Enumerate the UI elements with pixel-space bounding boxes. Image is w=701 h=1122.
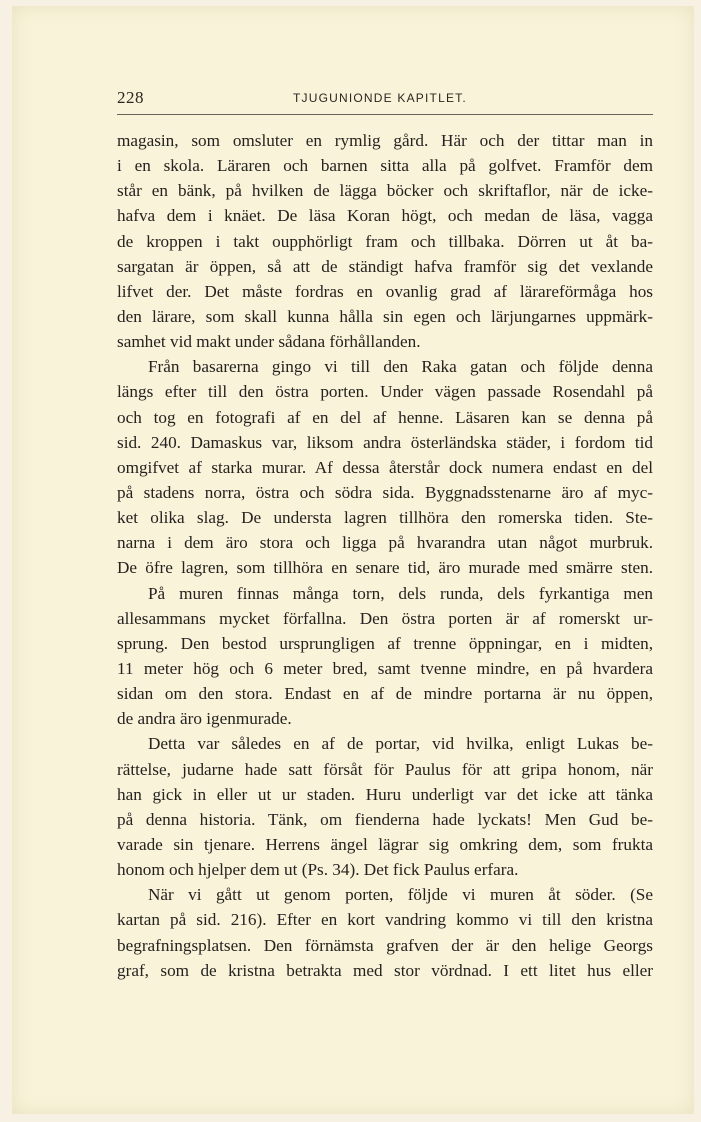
text-line: lifvet der. Det måste fordras en ovanlig grad af lärareförmåga hos bbox=[117, 281, 653, 301]
text-line: står en bänk, på hvilken de lägga böcker och skriftaflor, när de icke- bbox=[117, 181, 653, 201]
body-text bbox=[117, 128, 653, 983]
text-line: sprung. Den bestod ursprungligen af trenne öppningar, en i midten, bbox=[117, 633, 653, 653]
text-line: varade sin tjenare. Herrens ängel lägrar sig omkring dem, som frukta bbox=[117, 834, 653, 854]
text-line: de kroppen i takt oupphörligt fram och tillbaka. Dörren ut åt ba- bbox=[117, 231, 653, 251]
text-line: graf, som de kristna betrakta med stor vördnad. I ett litet hus eller bbox=[117, 960, 653, 980]
text-line: på stadens norra, östra och södra sida. Byggnadsstenarne äro af myc- bbox=[117, 482, 653, 502]
text-line: på denna historia. Tänk, om fienderna hade lyckats! Men Gud be- bbox=[117, 809, 653, 829]
text-line: längs efter till den östra porten. Under vägen passade Rosendahl på bbox=[117, 382, 653, 402]
text-line: de andra äro igenmurade. bbox=[117, 709, 292, 729]
text-line: omgifvet af starka murar. Af dessa återstår dock numera endast en del bbox=[117, 457, 653, 477]
text-line: hafva dem i knäet. De läsa Koran högt, och medan de läsa, vagga bbox=[117, 206, 653, 226]
text-line: sidan om den stora. Endast en af de mindre portarna är nu öppen, bbox=[117, 684, 653, 704]
text-line: samhet vid makt under sådana förhållanden. bbox=[117, 332, 421, 352]
text-line: På muren finnas många torn, dels runda, dels fyrkantiga men bbox=[148, 583, 653, 603]
text-line: Från basarerna gingo vi till den Raka gatan och följde denna bbox=[148, 357, 653, 377]
running-head: TJUGUNIONDE KAPITLET. bbox=[293, 91, 467, 105]
text-line: honom och hjelper dem ut (Ps. 34). Det fick Paulus erfara. bbox=[117, 860, 519, 880]
text-line: sid. 240. Damaskus var, liksom andra österländska städer, i fordom tid bbox=[117, 432, 653, 452]
text-line: De öfre lagren, som tillhöra en senare tid, äro murade med smärre sten. bbox=[117, 558, 653, 578]
text-line: och tog en fotografi af en del af henne. Läsaren kan se denna på bbox=[117, 407, 653, 427]
text-line: ket olika slag. De understa lagren tillhöra den romerska tiden. Ste- bbox=[117, 508, 653, 528]
header-rule bbox=[117, 114, 653, 115]
text-line: allesammans mycket förfallna. Den östra porten är af romerskt ur- bbox=[117, 608, 653, 628]
text-line: begrafningsplatsen. Den förnämsta grafven der är den helige Georgs bbox=[117, 935, 653, 955]
page-header bbox=[117, 88, 653, 112]
text-line: han gick in eller ut ur staden. Huru underligt var det icke att tänka bbox=[117, 784, 653, 804]
text-line: sargatan är öppen, så att de ständigt hafva framför sig det vexlande bbox=[117, 256, 653, 276]
text-line: 11 meter hög och 6 meter bred, samt tvenne mindre, en på hvardera bbox=[117, 658, 653, 678]
text-line: rättelse, judarne hade satt försåt för Paulus för att gripa honom, när bbox=[117, 759, 653, 779]
text-line: kartan på sid. 216). Efter en kort vandring kommo vi till den kristna bbox=[117, 910, 653, 930]
text-line: narna i dem äro stora och ligga på hvarandra utan något murbruk. bbox=[117, 533, 653, 553]
page-number: 228 bbox=[117, 88, 144, 107]
text-line: Detta var således en af de portar, vid hvilka, enligt Lukas be- bbox=[148, 734, 653, 754]
text-line: i en skola. Läraren och barnen sitta alla på golfvet. Framför dem bbox=[117, 156, 653, 176]
text-line: den lärare, som skall kunna hålla sin egen och lärjungarnes uppmärk- bbox=[117, 306, 653, 326]
text-line: När vi gått ut genom porten, följde vi muren åt söder. (Se bbox=[148, 885, 653, 905]
text-line: magasin, som omsluter en rymlig gård. Här och der tittar man in bbox=[117, 131, 653, 150]
